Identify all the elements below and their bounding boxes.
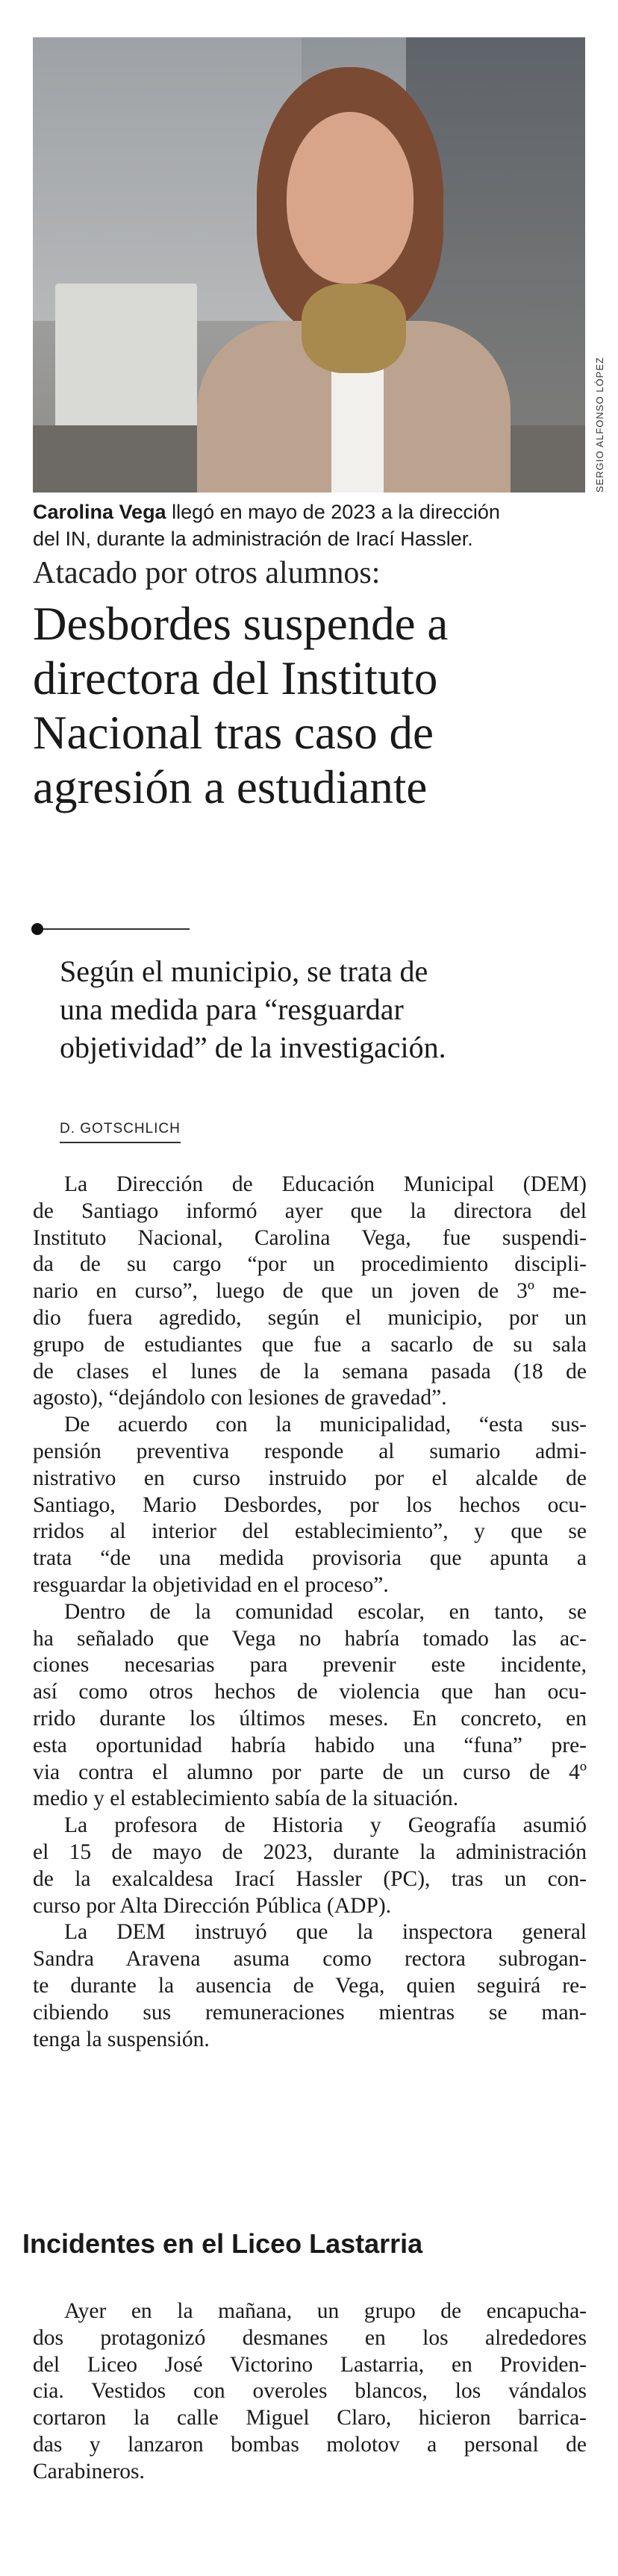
headline-line-1: Desbordes suspende a — [33, 598, 449, 650]
body-line: La Dirección de Educación Municipal (DEM) — [64, 1172, 587, 1196]
body-line: da de su cargo “por un procedimiento discipli- — [33, 1252, 587, 1277]
section-line: Carabineros. — [33, 2459, 145, 2483]
body-line: La profesora de Historia y Geografía asumió — [64, 1813, 587, 1838]
photo-caption — [33, 498, 587, 552]
kicker: Atacado por otros alumnos: — [33, 556, 381, 590]
body-line: cibiendo sus remuneraciones mientras se man- — [33, 2000, 587, 2025]
body-line: medio y el establecimiento sabía de la situación. — [33, 1786, 459, 1811]
background-truck — [55, 284, 197, 433]
section-line: Ayer en la mañana, un grupo de encapucha- — [64, 2299, 587, 2323]
body-line: grupo de estudiantes que fue a sacarlo de su sala — [33, 1332, 587, 1357]
body-line: rridos al interior del establecimiento”, y que se — [33, 1519, 587, 1544]
body-line: agosto), “dejándolo con lesiones de gravedad”. — [33, 1386, 447, 1410]
section-line: das y lanzaron bombas molotov a personal de — [33, 2432, 587, 2457]
section-line: dos protagonizó desmanes en los alrededores — [33, 2325, 587, 2350]
body-line: así como otros hechos de violencia que han ocu- — [33, 1680, 587, 1704]
divider-rule — [33, 928, 190, 930]
body-line: de clases el lunes de la semana pasada (18 de — [33, 1359, 587, 1384]
body-line: Instituto Nacional, Carolina Vega, fue suspendi- — [33, 1225, 587, 1250]
body-line: tenga la suspensión. — [33, 2027, 210, 2051]
body-line: trata “de una medida provisoria que apunta a — [33, 1546, 587, 1571]
portrait-face — [287, 112, 413, 284]
body-line: curso por Alta Dirección Pública (ADP). — [33, 1893, 392, 1918]
body-line: ha señalado que Vega no habría tomado las ac- — [33, 1626, 587, 1651]
body-line: Sandra Aravena asuma como rectora subrogan- — [33, 1947, 587, 1972]
body-line: via contra el alumno por parte de un curso de 4º — [33, 1760, 587, 1784]
article-photo — [33, 37, 585, 493]
body-line: de Santiago informó ayer que la directora del — [33, 1198, 587, 1223]
byline: D. GOTSCHLICH — [60, 1121, 181, 1143]
section-line: cia. Vestidos con overoles blancos, los vándalos — [33, 2379, 587, 2404]
body-line: de la exalcaldesa Irací Hassler (PC), tras un con- — [33, 1866, 587, 1891]
headline-line-4: agresión a estudiante — [33, 761, 428, 813]
body-line: el 15 de mayo de 2023, durante la administración — [33, 1839, 587, 1864]
body-line: pensión preventiva responde al sumario admi- — [33, 1439, 587, 1463]
headline — [33, 597, 600, 815]
subhead-line-3: objetividad” de la investigación. — [60, 1031, 446, 1064]
body-line: rrido durante los últimos meses. En concreto, en — [33, 1706, 587, 1731]
caption-line-2: del IN, durante la administración de Irací Hassler. — [33, 528, 473, 550]
body-line: La DEM instruyó que la inspectora general — [64, 1920, 587, 1945]
subhead-line-1: Según el municipio, se trata de — [60, 954, 428, 988]
divider-dot — [31, 923, 43, 935]
section-line: del Liceo José Victorino Lastarria, en Providen- — [33, 2352, 587, 2377]
section-heading: Incidentes en el Liceo Lastarria — [22, 2228, 423, 2259]
section-line: cortaron la calle Miguel Claro, hicieron barrica- — [33, 2406, 587, 2430]
article-body — [33, 1172, 587, 2053]
body-line: De acuerdo con la municipalidad, “esta sus- — [64, 1413, 587, 1437]
subhead-line-2: una medida para “resguardar — [60, 992, 404, 1026]
body-line: nario en curso”, luego de que un joven de 3º me- — [33, 1279, 587, 1304]
body-line: ciones necesarias para prevenir este incidente, — [33, 1653, 587, 1678]
headline-line-2: directora del Instituto — [33, 652, 438, 704]
body-line: dio fuera agredido, según el municipio, por un — [33, 1305, 587, 1330]
body-line: nistrativo en curso instruido por el alcalde de — [33, 1466, 587, 1490]
caption-name: Carolina Vega — [33, 501, 166, 523]
body-line: esta oportunidad habría habido una “funa” pre- — [33, 1733, 587, 1757]
headline-line-3: Nacional tras caso de — [33, 707, 434, 759]
photo-credit-text: SERGIO ALFONSO LÓPEZ — [594, 357, 605, 493]
body-line: resguardar la objetividad en el proceso”. — [33, 1572, 389, 1597]
portrait-scarf — [302, 284, 406, 373]
photo-credit — [594, 321, 606, 493]
caption-line-1: llegó en mayo de 2023 a la dirección — [166, 501, 500, 523]
section-body — [33, 2298, 587, 2486]
subheadline — [60, 952, 590, 1066]
body-line: Santiago, Mario Desbordes, por los hechos ocu- — [33, 1492, 587, 1517]
body-line: Dentro de la comunidad escolar, en tanto, se — [64, 1599, 587, 1624]
body-line: te durante la ausencia de Vega, quien seguirá re- — [33, 1973, 587, 1998]
